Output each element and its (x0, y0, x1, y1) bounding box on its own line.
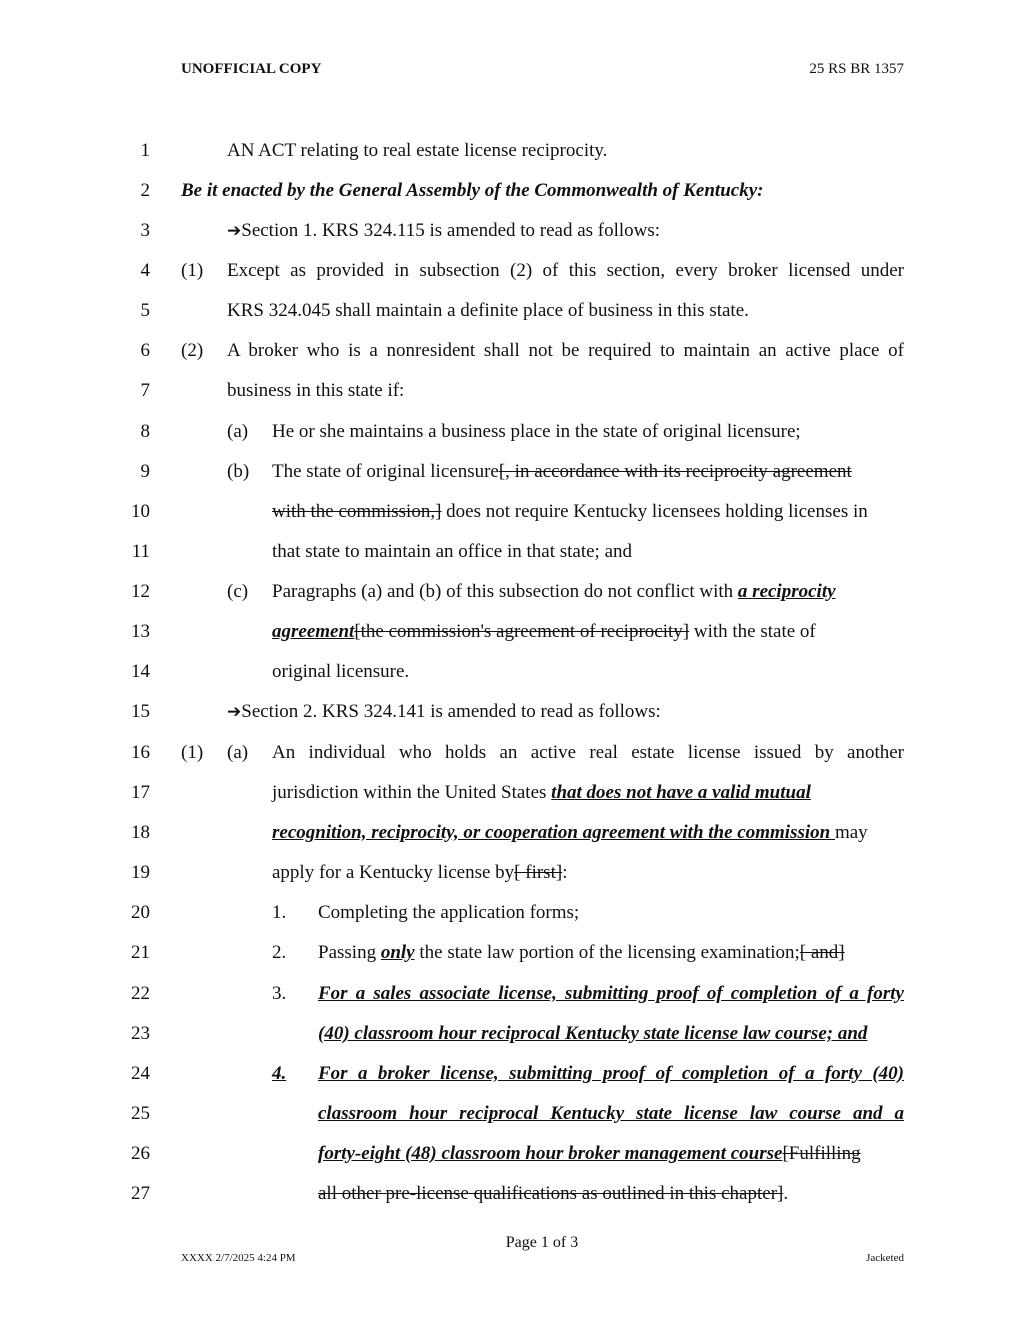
text-run: with the state of (689, 621, 816, 642)
footer-status: Jacketed (866, 1252, 904, 1264)
line-number: 23 (131, 1023, 150, 1044)
body-line (272, 581, 836, 611)
text-run: the state law portion of the licensing examination; (414, 942, 800, 963)
text-run: does not require Kentucky licensees holding licenses in (441, 501, 868, 522)
enacting-clause: Be it enacted by the General Assembly of the Commonwealth of Kentucky: (181, 180, 764, 201)
text-run: jurisdiction within the United States (272, 782, 552, 803)
text-run: : (562, 862, 568, 883)
line-number: 10 (131, 501, 150, 522)
line-number: 18 (131, 822, 150, 843)
body-line: An individual who holds an active real estate license issued by another (272, 742, 904, 763)
body-line: KRS 324.045 shall maintain a definite place of business in this state. (227, 300, 749, 321)
section-heading-text: Section 1. KRS 324.115 is amended to read as follows: (241, 220, 661, 241)
text-run: may (834, 822, 868, 843)
body-line (272, 501, 868, 531)
body-line: original licensure. (272, 661, 410, 682)
line-number: 13 (131, 621, 150, 642)
inserted-text: classroom hour reciprocal Kentucky state license law course and a (318, 1103, 904, 1124)
body-line (272, 461, 852, 491)
paragraph-letter: (c) (227, 581, 249, 602)
deleted-text: [, in accordance with its reciprocity agreement (498, 461, 852, 482)
header-bill-number: 25 RS BR 1357 (809, 61, 904, 77)
line-number: 3 (140, 220, 150, 241)
line-number: 19 (131, 862, 150, 883)
subparagraph-number: 1. (272, 902, 287, 923)
deleted-text: [the commission's agreement of reciprocity] (354, 621, 690, 642)
line-number: 21 (131, 942, 150, 963)
page-number: Page 1 of 3 (505, 1234, 579, 1251)
subsection-number: (1) (181, 260, 204, 281)
deleted-text: [ and] (799, 942, 845, 963)
subparagraph-number: 2. (272, 942, 287, 963)
body-line: Completing the application forms; (318, 902, 580, 923)
line-number: 11 (131, 541, 150, 562)
body-line: A broker who is a nonresident shall not be required to maintain an active place of (227, 340, 904, 361)
line-number: 26 (131, 1143, 150, 1164)
line-number: 1 (140, 140, 150, 161)
line-number: 22 (131, 983, 150, 1004)
body-line (272, 862, 567, 892)
subparagraph-number: 3. (272, 983, 287, 1004)
line-number: 6 (140, 340, 150, 361)
body-line: that state to maintain an office in that state; and (272, 541, 633, 562)
line-number: 24 (131, 1063, 150, 1084)
act-title: AN ACT relating to real estate license reciprocity. (227, 140, 608, 161)
inserted-text: forty-eight (48) classroom hour broker management course (318, 1143, 783, 1164)
body-line: Except as provided in subsection (2) of this section, every broker licensed under (227, 260, 904, 281)
footer-timestamp: XXXX 2/7/2025 4:24 PM (181, 1252, 296, 1264)
line-number: 4 (140, 260, 150, 281)
line-number: 8 (140, 421, 150, 442)
deleted-text: with the commission,] (272, 501, 442, 522)
text-run: Passing (318, 942, 381, 963)
body-line: He or she maintains a business place in the state of original licensure; (272, 421, 801, 442)
section-heading-text: Section 2. KRS 324.141 is amended to read as follows: (241, 701, 661, 722)
header-unofficial-copy: UNOFFICIAL COPY (181, 61, 322, 77)
line-number: 17 (131, 782, 150, 803)
text-run: Paragraphs (a) and (b) of this subsection do not conflict with (272, 581, 738, 602)
deleted-text: [ first] (514, 862, 563, 883)
body-line (318, 1143, 861, 1173)
text-run: . (783, 1183, 789, 1204)
body-line (272, 822, 868, 852)
subsection-number: (1) (181, 742, 204, 763)
body-line (272, 621, 816, 651)
line-number: 9 (140, 461, 150, 482)
paragraph-letter: (a) (227, 421, 249, 442)
inserted-text: recognition, reciprocity, or cooperation agreement with the commission (272, 822, 835, 843)
arrow-icon: ➔ (227, 221, 242, 240)
line-number: 16 (131, 742, 150, 763)
deleted-text: all other pre-license qualifications as outlined in this chapter] (318, 1183, 784, 1204)
line-number: 25 (131, 1103, 150, 1124)
inserted-text: only (380, 942, 415, 963)
line-number: 20 (131, 902, 150, 923)
subsection-number: (2) (181, 340, 204, 361)
section-1-heading (227, 220, 660, 250)
text-run: apply for a Kentucky license by (272, 862, 515, 883)
text-run: The state of original licensure (272, 461, 499, 482)
inserted-text: (40) classroom hour reciprocal Kentucky state license law course; and (318, 1023, 868, 1044)
inserted-text: For a broker license, submitting proof of completion of a forty (40) (318, 1063, 904, 1084)
line-number: 14 (131, 661, 150, 682)
inserted-text: agreement (272, 621, 355, 642)
inserted-text: For a sales associate license, submitting proof of completion of a forty (318, 983, 904, 1004)
inserted-text: that does not have a valid mutual (551, 782, 811, 803)
line-number: 2 (140, 180, 150, 201)
line-number: 15 (131, 701, 150, 722)
subparagraph-number: 4. (272, 1063, 287, 1084)
line-number: 12 (131, 581, 150, 602)
deleted-text: [Fulfilling (782, 1143, 861, 1164)
body-line (318, 1183, 788, 1213)
body-line (318, 942, 845, 972)
line-number: 5 (140, 300, 150, 321)
inserted-text: a reciprocity (737, 581, 836, 602)
paragraph-letter: (a) (227, 742, 249, 763)
body-line (272, 782, 811, 812)
line-number: 7 (140, 380, 150, 401)
line-number: 27 (131, 1183, 150, 1204)
body-line: business in this state if: (227, 380, 405, 401)
arrow-icon: ➔ (227, 702, 242, 721)
section-2-heading (227, 701, 661, 731)
paragraph-letter: (b) (227, 461, 250, 482)
